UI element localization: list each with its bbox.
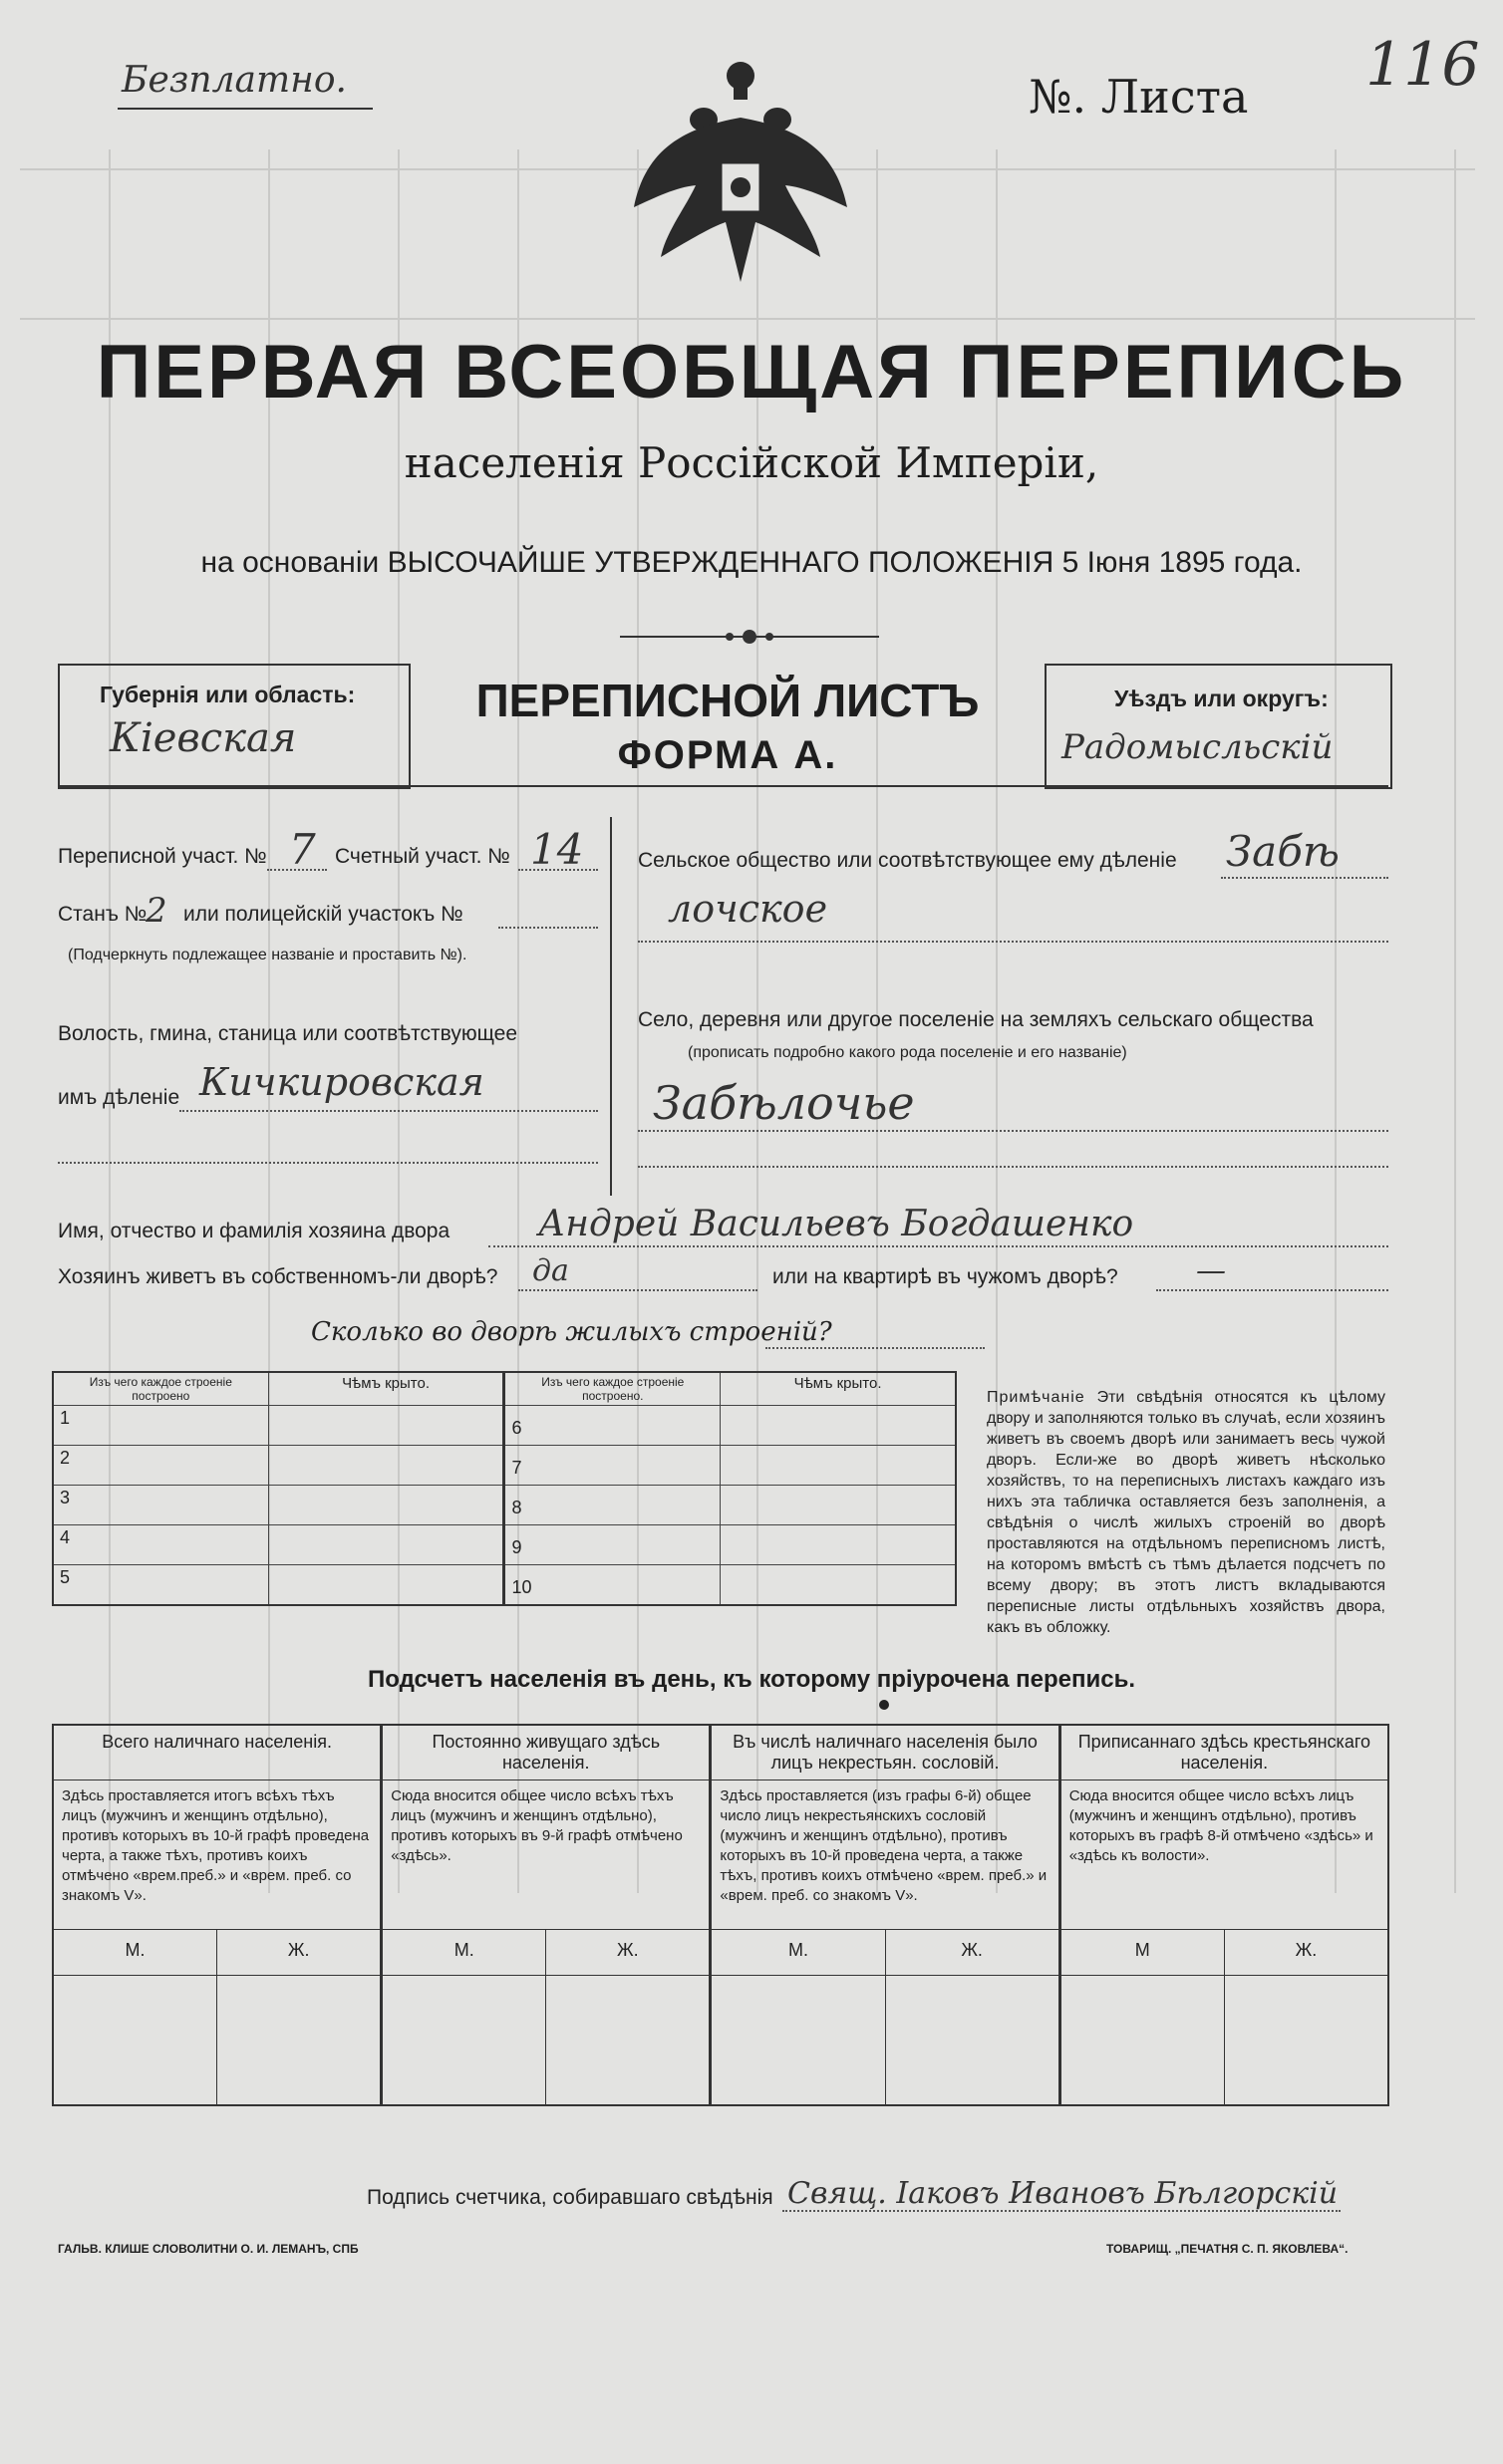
pop-cell[interactable]	[382, 1976, 546, 2105]
camp-label: Станъ №	[58, 903, 148, 926]
pop-col2-female: Ж.	[885, 1930, 1059, 1976]
owner-name-line	[488, 1245, 1388, 1247]
village-line-1	[638, 1130, 1388, 1132]
owner-rent-label: или на квартирѣ въ чужомъ дворѣ?	[772, 1265, 1118, 1288]
buildings-col4: Чѣмъ крыто.	[721, 1372, 956, 1406]
owner-name-value[interactable]: Андрей Васильевъ Богдашенко	[538, 1204, 1134, 1244]
village-label: Село, деревня или другое поселеніе на земляхъ сельскаго общества	[638, 1008, 1314, 1031]
owner-rent-value[interactable]: —	[1196, 1253, 1226, 1288]
police-label: или полицейскій участокъ №	[183, 903, 463, 926]
buildings-line	[765, 1347, 985, 1349]
free-stamp-underline	[118, 108, 373, 110]
buildings-label: Сколько во дворѣ жилыхъ строеній?	[311, 1317, 832, 1347]
pop-col3-female: Ж.	[1224, 1930, 1388, 1976]
remark-title: Примѣчаніе	[987, 1389, 1085, 1406]
pop-cell[interactable]	[217, 1976, 382, 2105]
camp-value[interactable]: 2	[146, 891, 167, 931]
building-roof-cell[interactable]	[721, 1406, 956, 1446]
building-roof-cell[interactable]	[268, 1565, 504, 1605]
province-label: Губернія или область:	[100, 682, 356, 707]
buildings-table	[52, 1371, 957, 1606]
signature-value[interactable]: Свящ. Іаковъ Ивановъ Бѣлгорскій	[787, 2176, 1339, 2211]
signature-label: Подпись счетчика, собиравшаго свѣдѣнія	[367, 2186, 773, 2209]
remark-text: Эти свѣдѣнія относятся къ цѣлому двору и заполняются только въ случаѣ, если хозяинъ живетъ въ своемъ дворѣ или занимаетъ весь чужой дворъ. Если-же во дворѣ живетъ нѣсколько хозяйствъ, то на переписныхъ листахъ каждаго изъ нихъ эта табличка оставляется безъ заполненія, а свѣдѣнія о числѣ жилыхъ строеній во дворѣ проставляются на отдѣльномъ переписномъ листѣ, на которомъ вмѣстѣ съ тѣмъ дѣлается подсчетъ по всему двору; въ этотъ листъ вкладываются переписные листы отдѣльныхъ хозяйствъ двора, какъ въ обложку.	[987, 1389, 1385, 1636]
building-row-num: 3	[53, 1486, 268, 1525]
owner-own-label: Хозяинъ живетъ въ собственномъ-ли дворѣ?	[58, 1265, 498, 1288]
owner-own-line	[518, 1289, 757, 1291]
pop-col2-text: Здѣсь проставляется (изъ графы 6-й) общее число лицъ некрестьянскихъ сословій (мужчинъ и женщинъ отдѣльно), противъ которыхъ въ 10-й проведена черта, а также тѣхъ, противъ коихъ отмѣчено «врем. преб.» и «врем. преб. со знакомъ V».	[711, 1780, 1059, 1930]
pop-col2-male: М.	[711, 1930, 885, 1976]
society-label: Сельское общество или соотвѣтствующее ему дѣленіе	[638, 849, 1177, 872]
signature-line	[782, 2210, 1341, 2212]
remark-block	[987, 1387, 1385, 1638]
pop-col0-text: Здѣсь проставляется итогъ всѣхъ тѣхъ лицъ (мужчинъ и женщинъ отдѣльно), противъ которыхъ въ 10-й графѣ проведена черта, а также тѣхъ, противъ коихъ отмѣчено «врем.преб.» и «врем. преб. со знакомъ V».	[53, 1780, 382, 1930]
building-roof-cell[interactable]	[268, 1525, 504, 1565]
building-row-num: 7	[504, 1446, 721, 1486]
frame-line-mid-vertical	[610, 817, 612, 1196]
pop-cell[interactable]	[1059, 1976, 1224, 2105]
volost-line-2	[58, 1162, 598, 1164]
building-roof-cell[interactable]	[721, 1446, 956, 1486]
society-line-1	[1221, 877, 1388, 879]
village-note: (прописать подробно какого рода поселеніе и его названіе)	[688, 1044, 1127, 1061]
census-area-label: Переписной участ. №	[58, 845, 267, 868]
pop-col0-head: Всего наличнаго населенія.	[53, 1725, 382, 1780]
village-line-2	[638, 1166, 1388, 1168]
buildings-col3: Изъ чего каждое строеніе построено.	[504, 1372, 721, 1406]
pop-col3-head: Приписаннаго здѣсь крестьянскаго населенія.	[1059, 1725, 1388, 1780]
buildings-col2: Чѣмъ крыто.	[268, 1372, 504, 1406]
volost-line	[179, 1110, 598, 1112]
owner-own-value[interactable]: да	[532, 1253, 569, 1288]
sheet-number-label: №. Листа	[1029, 70, 1249, 124]
pop-cell[interactable]	[711, 1976, 885, 2105]
province-value[interactable]: Кіевская	[110, 715, 297, 761]
building-row-num: 6	[504, 1406, 721, 1446]
population-bullet	[879, 1700, 889, 1710]
buildings-col1: Изъ чего каждое строеніе построено	[53, 1372, 268, 1406]
pop-col1-text: Сюда вносится общее число всѣхъ тѣхъ лицъ (мужчинъ и женщинъ отдѣльно), противъ которыхъ въ 9-й графѣ отмѣчено «здѣсь».	[382, 1780, 711, 1930]
society-line-2	[638, 941, 1388, 943]
pop-col1-head: Постоянно живущаго здѣсь населенія.	[382, 1725, 711, 1780]
count-area-value[interactable]: 14	[530, 825, 584, 874]
owner-name-label: Имя, отчество и фамилія хозяина двора	[58, 1220, 451, 1242]
society-value-2[interactable]: лочское	[668, 887, 828, 931]
population-table	[52, 1724, 1389, 2106]
ornament-divider	[620, 622, 879, 652]
population-title: Подсчетъ населенія въ день, къ которому пріурочена перепись.	[368, 1666, 1135, 1693]
footer-right: ТОВАРИЩ. „ПЕЧАТНЯ С. П. ЯКОВЛЕВА“.	[1106, 2242, 1349, 2256]
pop-col2-head: Въ числѣ наличнаго населенія было лицъ некрестьян. сословій.	[711, 1725, 1059, 1780]
form-subtitle: ФОРМА А.	[617, 733, 838, 777]
building-roof-cell[interactable]	[721, 1525, 956, 1565]
volost-label-2: имъ дѣленіе	[58, 1086, 180, 1109]
pop-col0-female: Ж.	[217, 1930, 382, 1976]
pop-col3-text: Сюда вносится общее число всѣхъ лицъ (мужчинъ и женщинъ отдѣльно), противъ которыхъ въ графѣ 8-й отмѣчено «здѣсь» и «здѣсь къ волости».	[1059, 1780, 1388, 1930]
district-label: Уѣздъ или округъ:	[1114, 685, 1329, 711]
form-title: ПЕРЕПИСНОЙ ЛИСТЪ	[475, 675, 980, 726]
pop-cell[interactable]	[546, 1976, 711, 2105]
pop-cell[interactable]	[53, 1976, 217, 2105]
pop-col0-male: М.	[53, 1930, 217, 1976]
building-roof-cell[interactable]	[268, 1446, 504, 1486]
pop-cell[interactable]	[885, 1976, 1059, 2105]
main-title: ПЕРВАЯ ВСЕОБЩАЯ ПЕРЕПИСЬ	[96, 330, 1407, 414]
building-roof-cell[interactable]	[721, 1565, 956, 1605]
pop-col1-male: М.	[382, 1930, 546, 1976]
volost-value[interactable]: Кичкировская	[199, 1060, 484, 1104]
imperial-eagle-emblem	[626, 58, 855, 297]
free-stamp: Безплатно.	[122, 60, 347, 101]
volost-label-1: Волость, гмина, станица или соотвѣтствующее	[58, 1022, 517, 1045]
building-row-num: 9	[504, 1525, 721, 1565]
building-roof-cell[interactable]	[268, 1486, 504, 1525]
society-value-1[interactable]: Забѣ	[1226, 827, 1340, 876]
sheet-number-value: 116	[1365, 30, 1480, 100]
pop-cell[interactable]	[1224, 1976, 1388, 2105]
village-value[interactable]: Забѣлочье	[653, 1076, 915, 1130]
count-area-label: Счетный участ. №	[335, 845, 510, 868]
building-row-num: 10	[504, 1565, 721, 1605]
frame-line-top	[58, 785, 1388, 787]
building-row-num: 4	[53, 1525, 268, 1565]
building-row-num: 8	[504, 1486, 721, 1525]
building-row-num: 5	[53, 1565, 268, 1605]
owner-rent-line	[1156, 1289, 1388, 1291]
subtitle-1: населенія Россійской Имперіи,	[404, 438, 1099, 487]
building-row-num: 2	[53, 1446, 268, 1486]
building-row-num: 1	[53, 1406, 268, 1446]
pop-col3-male: М	[1059, 1930, 1224, 1976]
police-line	[498, 927, 598, 929]
building-roof-cell[interactable]	[721, 1486, 956, 1525]
building-roof-cell[interactable]	[268, 1406, 504, 1446]
footer-left: ГАЛЬВ. КЛИШЕ СЛОВОЛИТНИ О. И. ЛЕМАНЪ, СПБ	[58, 2242, 359, 2256]
camp-note: (Подчеркнуть подлежащее названіе и проставить №).	[68, 947, 467, 963]
pop-col1-female: Ж.	[546, 1930, 711, 1976]
district-box	[1045, 664, 1392, 789]
subtitle-2: на основаніи ВЫСОЧАЙШЕ УТВЕРЖДЕННАГО ПОЛОЖЕНІЯ 5 Іюня 1895 года.	[200, 546, 1303, 579]
district-value[interactable]: Радомысльскій	[1061, 727, 1334, 767]
census-area-value[interactable]: 7	[289, 825, 316, 874]
